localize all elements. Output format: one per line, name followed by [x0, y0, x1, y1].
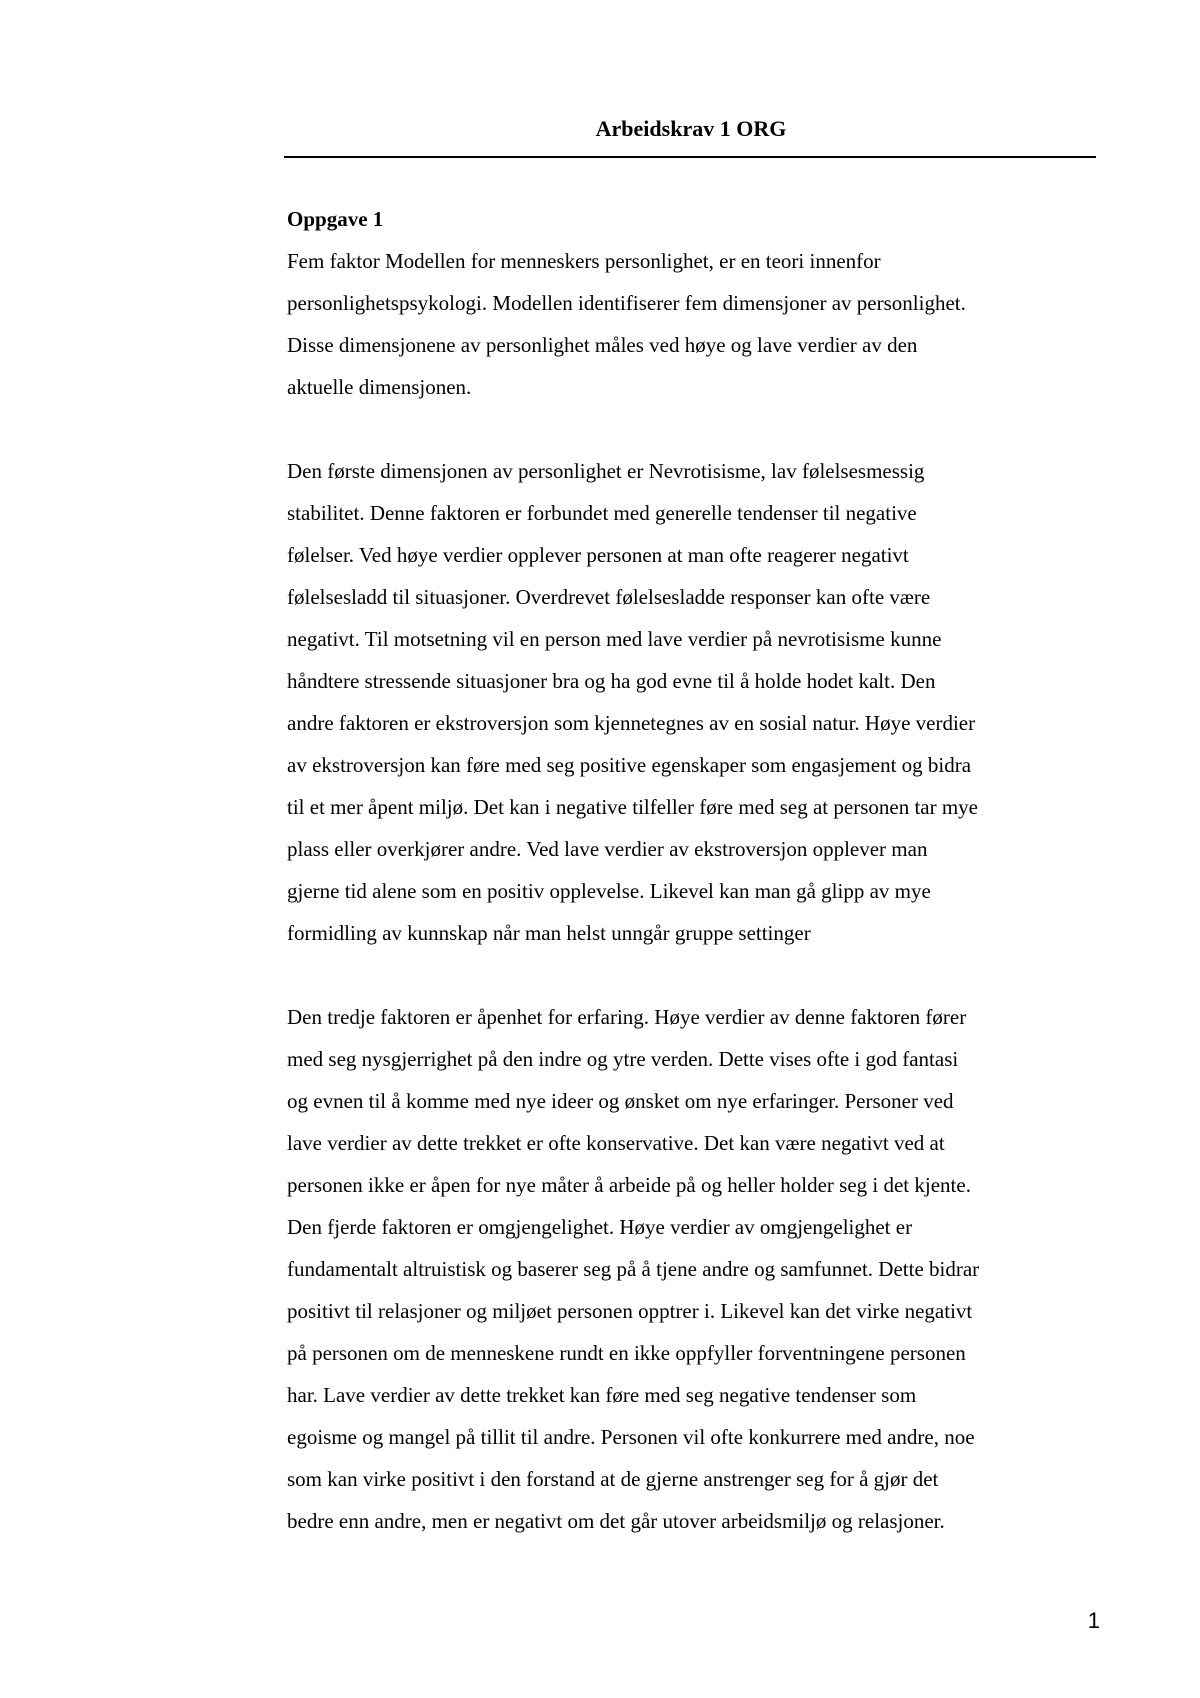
paragraph-openness-agreeableness: Den tredje faktoren er åpenhet for erfaring. Høye verdier av denne faktoren fører med seg nysgjerrighet på den indre og ytre verden. Dette vises ofte i god fantasi og evnen til å komme med nye ideer og ønsket om nye erfaringer. Personer ved lave verdier av dette trekket er ofte konservative. Det kan være negativt ved at personen ikke er åpen for nye måter å arbeide på og heller holder seg i det kjente. Den fjerde faktoren er omgjengelighet. Høye verdier av omgjengelighet er fundamentalt altruistisk og baserer seg på å tjene andre og samfunnet. Dette bidrar positivt til relasjoner og miljøet personen opptrer i. Likevel kan det virke negativt på personen om de menneskene rundt en ikke oppfyller forventningene personen har. Lave verdier av dette trekket kan føre med seg negative tendenser som egoisme og mangel på tillit til andre. Personen vil ofte konkurrere med andre, noe som kan virke positivt i den forstand at de gjerne anstrenger seg for å gjør det bedre enn andre, men er negativt om det går utover arbeidsmiljø og relasjoner. [287, 1005, 980, 1533]
section-heading: Oppgave 1 [287, 207, 384, 231]
page-number: 1 [1087, 1608, 1100, 1633]
header-divider [284, 156, 1096, 158]
paragraph-neuroticism-extroversion: Den første dimensjonen av personlighet er Nevrotisisme, lav følelsesmessig stabilitet. Denne faktoren er forbundet med generelle tendenser til negative følelser. Ved høye verdier opplever personen at man ofte reagerer negativt følelsesladd til situasjoner. Overdrevet følelsesladde responser kan ofte være negativt. Til motsetning vil en person med lave verdier på nevrotisisme kunne håndtere stressende situasjoner bra og ha god evne til å holde hodet kalt. Den andre faktoren er ekstroversjon som kjennetegnes av en sosial natur. Høye verdier av ekstroversjon kan føre med seg positive egenskaper som engasjement og bidra til et mer åpent miljø. Det kan i negative tilfeller føre med seg at personen tar mye plass eller overkjører andre. Ved lave verdier av ekstroversjon opplever man gjerne tid alene som en positiv opplevelse. Likevel kan man gå glipp av mye formidling av kunnskap når man helst unngår gruppe settinger [287, 459, 979, 945]
page-header-title: Arbeidskrav 1 ORG [595, 116, 787, 141]
paragraph-intro: Fem faktor Modellen for menneskers personlighet, er en teori innenfor personlighetspsykologi. Modellen identifiserer fem dimensjoner av personlighet. Disse dimensjonene av personlighet måles ved høye og lave verdier av den aktuelle dimensjonen. [287, 249, 966, 399]
document-body [287, 198, 1107, 1542]
